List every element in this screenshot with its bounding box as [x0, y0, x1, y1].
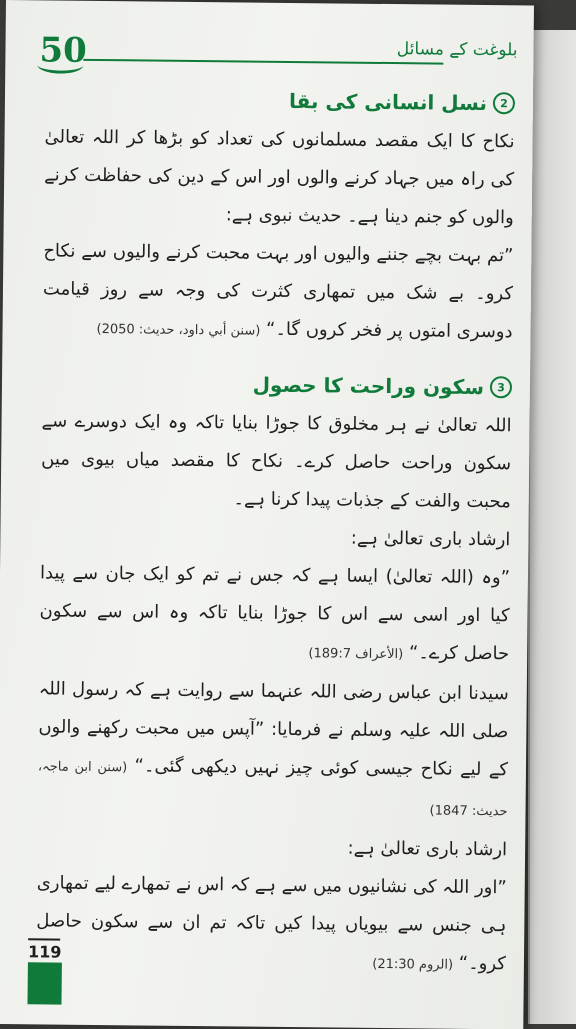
verse-quote: [39, 554, 510, 675]
running-header-title: بلوغت کے مسائل: [396, 39, 518, 61]
verse-quote: [36, 864, 507, 985]
paragraph: نکاح کا ایک مقصد مسلمانوں کی تعداد کو بڑھا کر اللہ تعالیٰ کی راہ میں جہاد کرنے والوں اور اس کے دین کی حفاظت کرنے والوں کو جنم دینا ہے۔ حدیث نبوی ہے:: [44, 126, 515, 229]
verse-intro: ارشاد باری تعالیٰ ہے:: [350, 527, 511, 551]
section-title: نسل انسانی کی بقا: [288, 88, 488, 116]
section-number-badge: 2: [493, 92, 515, 114]
section-number-badge: 3: [490, 376, 512, 398]
section-title: سکون وراحت کا حصول: [252, 372, 485, 400]
hadith-quote: [37, 670, 509, 831]
reference: (الأعراف 189:7): [308, 646, 404, 663]
quote-text: ”اور اللہ کی نشانیوں میں سے ہے کہ اس نے تمھارے لیے تمھاری ہی جنس سے بیویاں پیدا کیں تاکہ تم ان سے سکون حاصل کرو۔“: [36, 872, 507, 975]
section-heading-2: [45, 86, 515, 115]
header-rule: [83, 59, 443, 65]
logo-leaf-icon: [37, 56, 83, 73]
reference: (سنن ابن ماجہ، حدیث: 1847): [37, 759, 508, 820]
quote-text: ”تم بہت بچے جننے والیوں اور بہت محبت کرنے والیوں سے نکاح کرو۔ بے شک میں تمھاری کثرت کی وجہ سے روز قیامت دوسری امتوں پر فخر کروں گا۔“: [42, 240, 514, 343]
page-content: [36, 82, 515, 985]
next-page-edge: [528, 30, 576, 1024]
quote-text: سیدنا ابن عباس رضی اللہ عنہما سے روایت ہے کہ رسول اللہ صلی اللہ علیہ وسلم نے فرمایا: ”آپس میں محبت رکھنے والوں کے لیے نکاح جیسی کوئی چیز نہیں دیکھی گئی۔“: [38, 678, 509, 781]
paragraph: اللہ تعالیٰ نے ہر مخلوق کا جوڑا بنایا تاکہ وہ ایک دوسرے سے سکون وراحت حاصل کرے۔ نکاح کا مقصد میاں بیوی میں محبت والفت کے جذبات پیدا کرنا ہے۔: [41, 410, 512, 513]
footer-color-bar: [27, 962, 61, 1004]
verse-intro: ارشاد باری تعالیٰ ہے:: [347, 837, 508, 861]
quote-text: ”وہ (اللہ تعالیٰ) ایسا ہے کہ جس نے تم کو ایک جان سے پیدا کیا اور اسی سے اس کا جوڑا بنایا تاکہ وہ اس سے سکون حاصل کرے۔“: [39, 562, 511, 665]
book-logo-icon: [39, 30, 88, 71]
hadith-quote: [42, 232, 513, 353]
reference: (سنن أبي داود، حديث: 2050): [96, 321, 261, 339]
reference: (الروم 21:30): [372, 956, 454, 973]
logo-glyph: 50: [39, 30, 88, 71]
page-header: [35, 28, 525, 81]
page-number: 119: [28, 938, 60, 961]
section-heading-3: [42, 370, 512, 399]
